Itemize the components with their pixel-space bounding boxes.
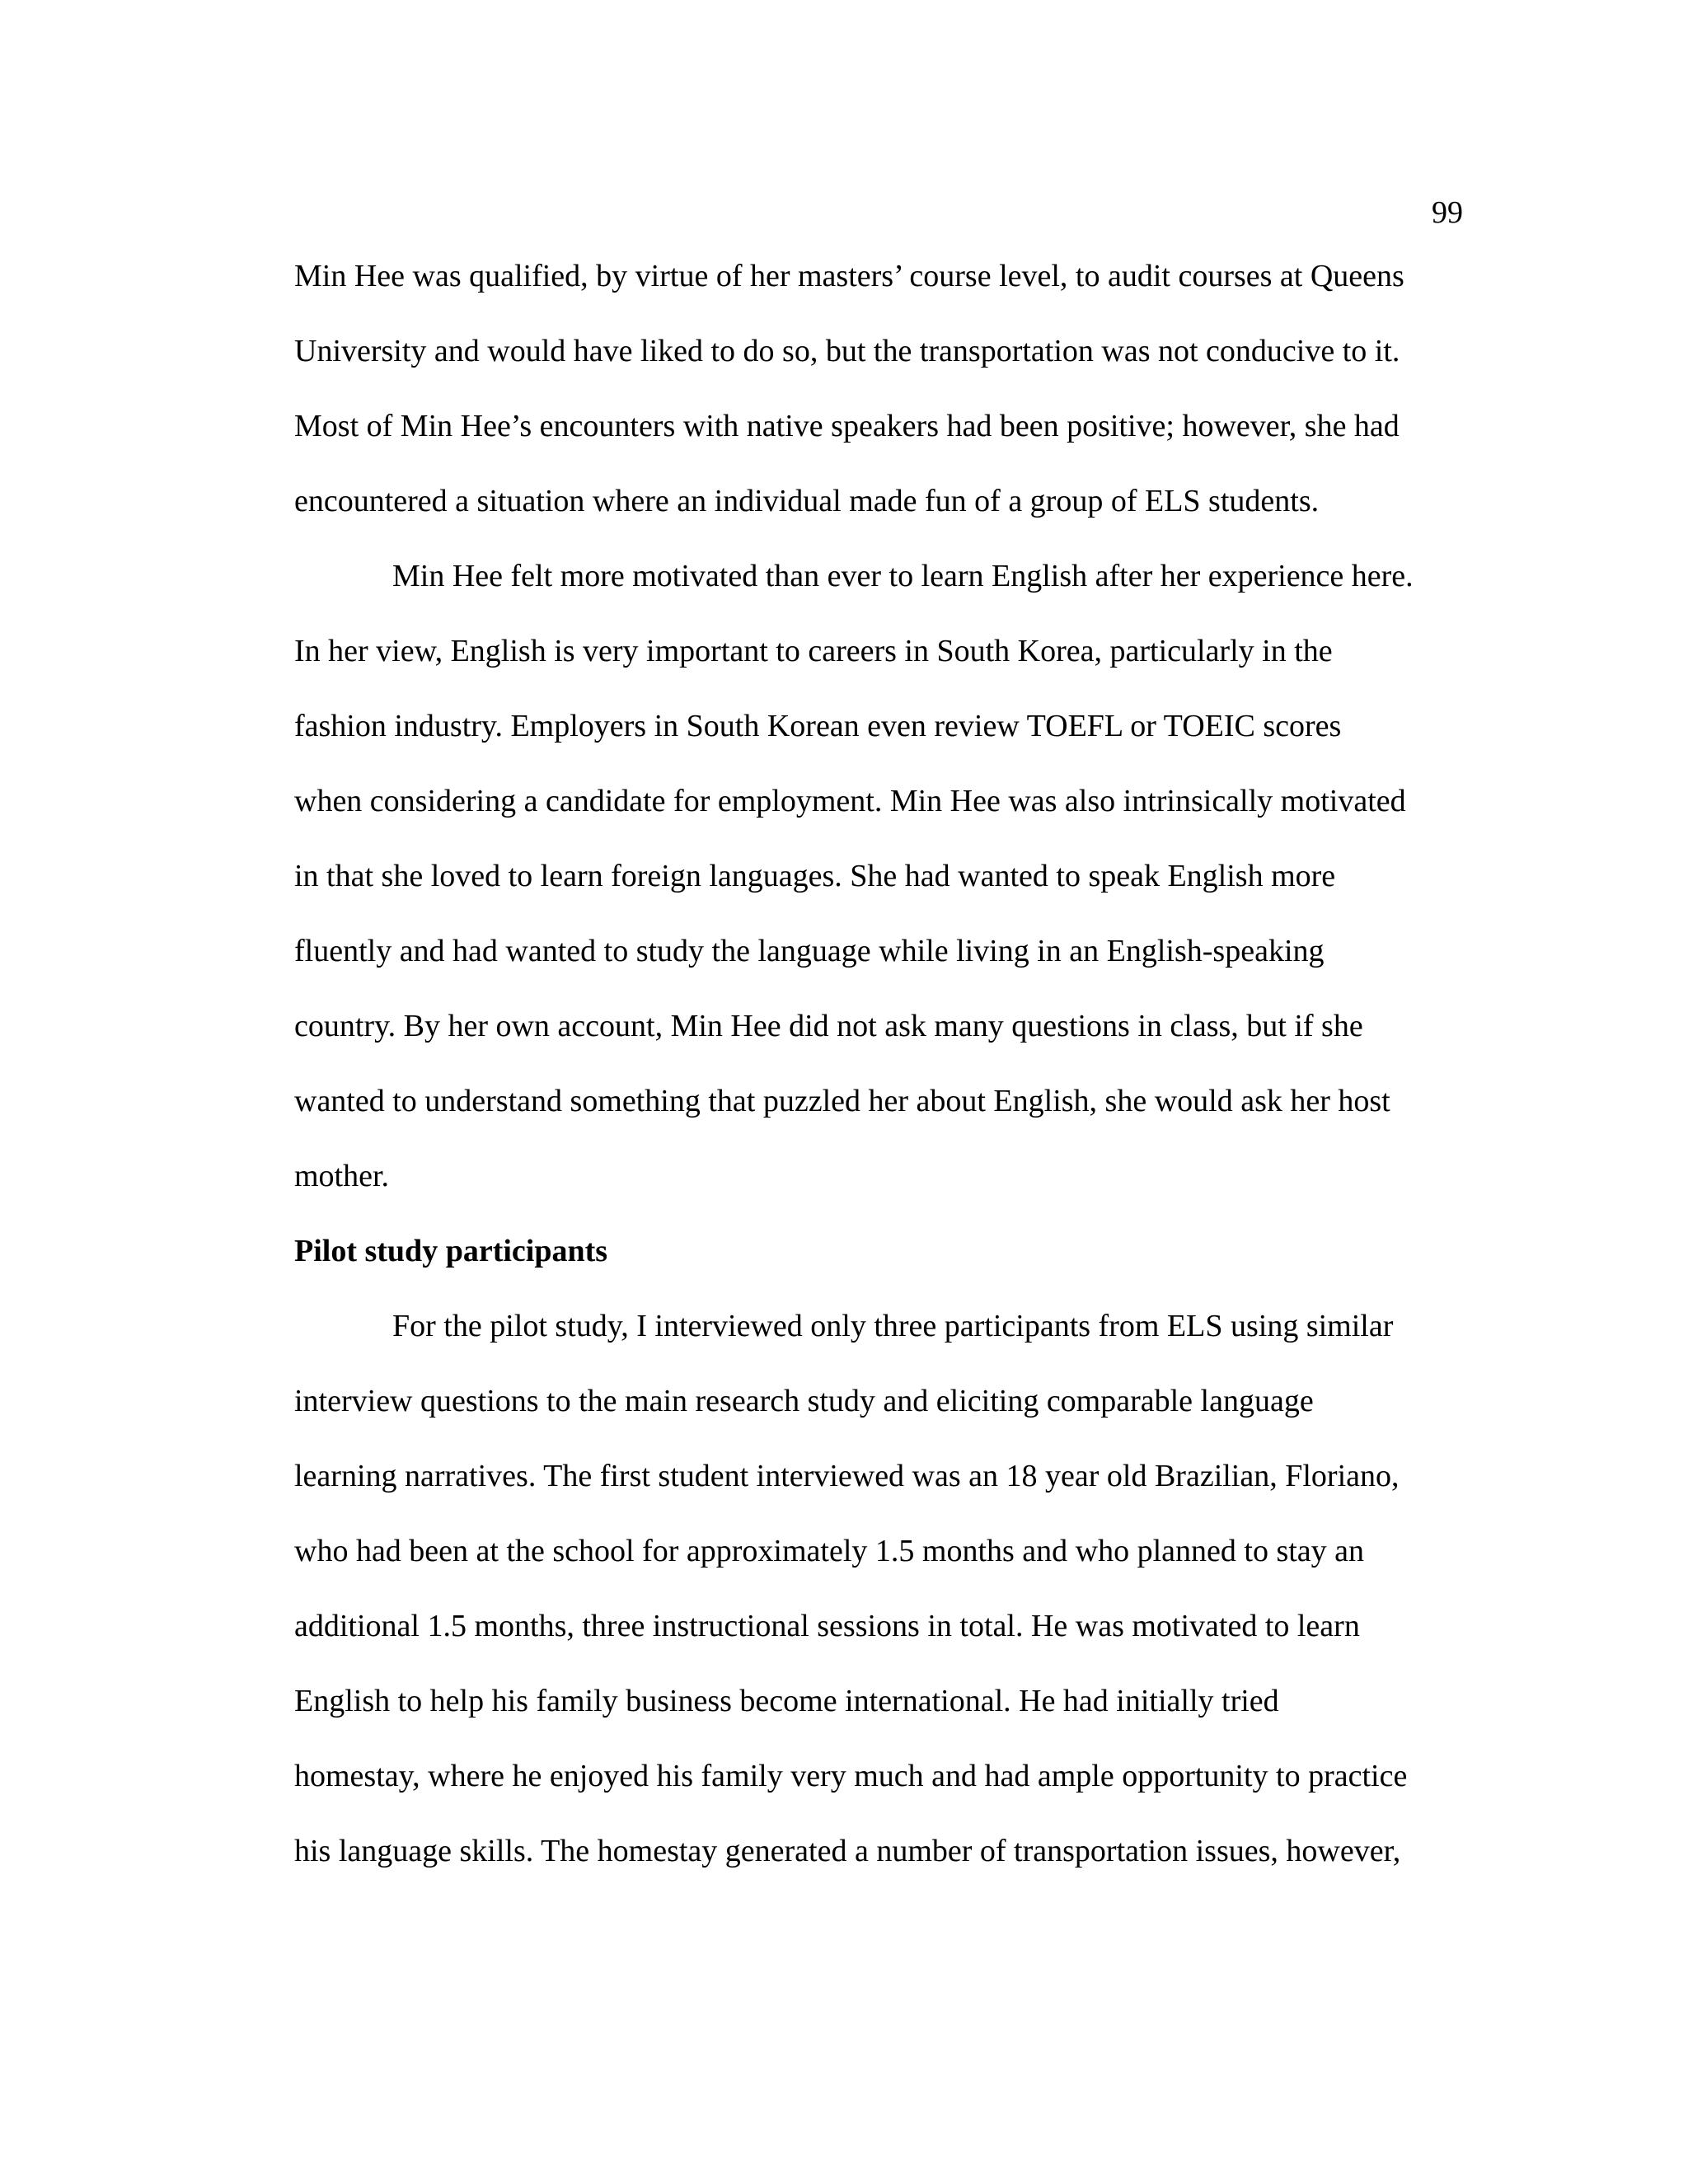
body-text-line: mother. [294,1159,390,1193]
body-text-line: fluently and had wanted to study the language while living in an English-speaking [294,934,1325,968]
body-text-line: in that she loved to learn foreign languages. She had wanted to speak English more [294,859,1336,893]
body-text-line: Most of Min Hee’s encounters with native speakers had been positive; however, she had [294,409,1400,443]
body-text-line: Min Hee was qualified, by virtue of her masters’ course level, to audit courses at Queens [294,259,1404,293]
body-text-line: English to help his family business become international. He had initially tried [294,1684,1279,1718]
body-text-line: who had been at the school for approximately 1.5 months and who planned to stay an [294,1534,1365,1568]
body-text-line: interview questions to the main research study and eliciting comparable language [294,1384,1314,1418]
page-number: 99 [1432,195,1463,230]
paragraph-first-line: For the pilot study, I interviewed only three participants from ELS using similar [392,1309,1394,1343]
body-text-line: homestay, where he enjoyed his family very much and had ample opportunity to practice [294,1759,1408,1793]
body-text-line: country. By her own account, Min Hee did not ask many questions in class, but if she [294,1009,1363,1043]
body-text-line: fashion industry. Employers in South Korean even review TOEFL or TOEIC scores [294,709,1342,743]
body-text-line: when considering a candidate for employment. Min Hee was also intrinsically motivated [294,784,1406,818]
paragraph-first-line: Min Hee felt more motivated than ever to learn English after her experience here. [392,559,1414,593]
body-text-line: learning narratives. The first student interviewed was an 18 year old Brazilian, Floriano, [294,1459,1400,1493]
body-text-line: encountered a situation where an individual made fun of a group of ELS students. [294,484,1320,518]
section-heading: Pilot study participants [294,1234,608,1268]
body-text-line: University and would have liked to do so, but the transportation was not conducive to it. [294,334,1400,368]
body-text-line: wanted to understand something that puzzled her about English, she would ask her host [294,1084,1390,1118]
body-text-line: In her view, English is very important to careers in South Korea, particularly in the [294,634,1333,668]
body-text-line: additional 1.5 months, three instructional sessions in total. He was motivated to learn [294,1609,1360,1643]
body-text-line: his language skills. The homestay generated a number of transportation issues, however, [294,1834,1401,1868]
